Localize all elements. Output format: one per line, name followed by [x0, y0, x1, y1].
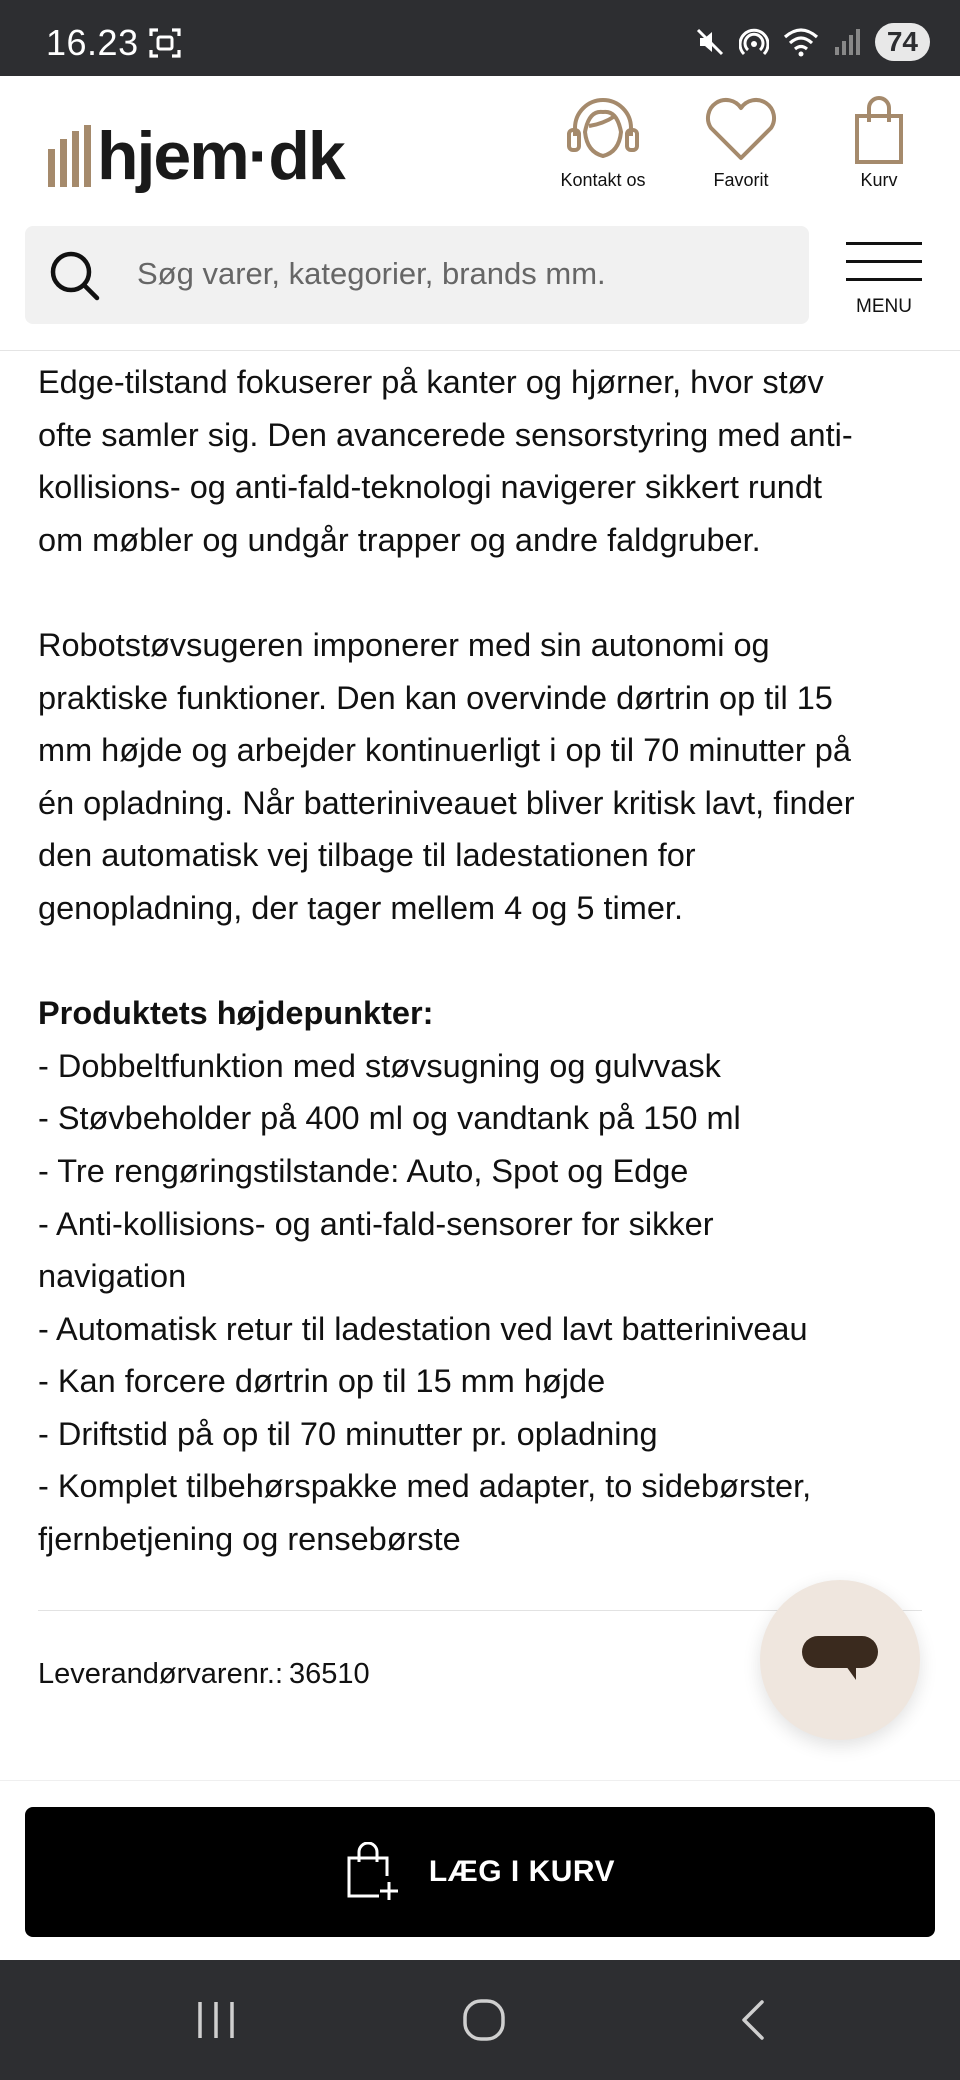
contact-label: Kontakt os	[560, 170, 646, 190]
highlight-item: - Anti-kollisions- og anti-fald-sensorer for sikker	[38, 1205, 714, 1242]
description-line: praktiske funktioner. Den kan overvinde dørtrin op til 15	[38, 679, 833, 716]
description-line: om møbler og undgår trapper og andre faldgruber.	[38, 521, 761, 558]
home-icon[interactable]	[462, 1998, 506, 2042]
product-description	[38, 356, 928, 1566]
add-to-cart-button[interactable]	[25, 1807, 935, 1937]
shopping-bag-icon	[839, 96, 919, 164]
highlight-item: - Komplet tilbehørspakke med adapter, to sidebørster,	[38, 1468, 812, 1505]
highlight-item: - Dobbeltfunktion med støvsugning og gulvvask	[38, 1047, 721, 1084]
add-to-bag-icon	[345, 1842, 399, 1902]
recent-apps-icon[interactable]	[194, 1998, 238, 2042]
supplier-value: 36510	[289, 1658, 370, 1690]
system-nav-bar	[0, 1960, 960, 2080]
description-line: Edge-tilstand fokuserer på kanter og hjørner, hvor støv	[38, 364, 824, 400]
hamburger-icon	[846, 242, 922, 281]
chat-button[interactable]	[760, 1580, 920, 1740]
description-line: Robotstøvsugeren imponerer med sin autonomi og	[38, 626, 770, 663]
menu-button[interactable]	[846, 242, 922, 318]
description-line: genopladning, der tager mellem 4 og 5 timer.	[38, 889, 683, 926]
add-to-cart-bar	[0, 1780, 960, 1960]
search-input[interactable]	[25, 226, 809, 324]
cart-label: Kurv	[860, 170, 898, 190]
highlight-item: - Kan forcere dørtrin op til 15 mm højde	[38, 1363, 606, 1400]
battery-indicator: 74	[875, 23, 930, 61]
site-logo[interactable]	[48, 106, 344, 206]
site-header	[0, 76, 960, 351]
status-icons	[695, 22, 930, 62]
search-placeholder: Søg varer, kategorier, brands mm.	[137, 256, 606, 291]
search-icon	[49, 250, 101, 302]
hotspot-icon	[739, 27, 769, 57]
highlight-item: fjernbetjening og rensebørste	[38, 1521, 461, 1558]
description-line: én opladning. Når batteriniveauet bliver kritisk lavt, finder	[38, 784, 855, 821]
highlight-item: - Støvbeholder på 400 ml og vandtank på 150 ml	[38, 1100, 741, 1137]
cart-header-button[interactable]	[819, 96, 939, 191]
mute-icon	[695, 27, 725, 57]
favorite-button[interactable]	[681, 96, 801, 191]
description-line: ofte samler sig. Den avancerede sensorstyring med anti-	[38, 416, 853, 453]
logo-bars	[48, 125, 91, 187]
description-line: den automatisk vej tilbage til ladestationen for	[38, 837, 696, 874]
contact-button[interactable]	[543, 96, 663, 191]
favorite-label: Favorit	[713, 170, 769, 190]
highlights-title: Produktets højdepunkter:	[38, 995, 434, 1032]
signal-icon	[833, 27, 861, 57]
highlight-item: - Automatisk retur til ladestation ved lavt batteriniveau	[38, 1310, 808, 1347]
back-icon[interactable]	[732, 1998, 776, 2042]
description-line: kollisions- og anti-fald-teknologi navigerer sikkert rundt	[38, 469, 822, 506]
highlight-item: - Driftstid på op til 70 minutter pr. opladning	[38, 1415, 658, 1452]
headset-icon	[563, 96, 643, 164]
highlight-item: - Tre rengøringstilstande: Auto, Spot og Edge	[38, 1152, 689, 1189]
status-bar	[0, 0, 960, 76]
menu-label: MENU	[856, 296, 912, 317]
supplier-number	[38, 1658, 370, 1691]
heart-icon	[701, 96, 781, 164]
highlight-item: navigation	[38, 1258, 187, 1295]
supplier-label: Leverandørvarenr.:	[38, 1658, 284, 1690]
screenshot-icon	[148, 26, 182, 60]
chat-icon	[800, 1632, 880, 1692]
wifi-icon	[783, 27, 819, 57]
add-to-cart-label: LÆG I KURV	[428, 1855, 616, 1888]
description-line: mm højde og arbejder kontinuerligt i op til 70 minutter på	[38, 732, 851, 769]
logo-text: hjem·dk	[97, 118, 344, 194]
status-time: 16.23	[46, 22, 139, 63]
